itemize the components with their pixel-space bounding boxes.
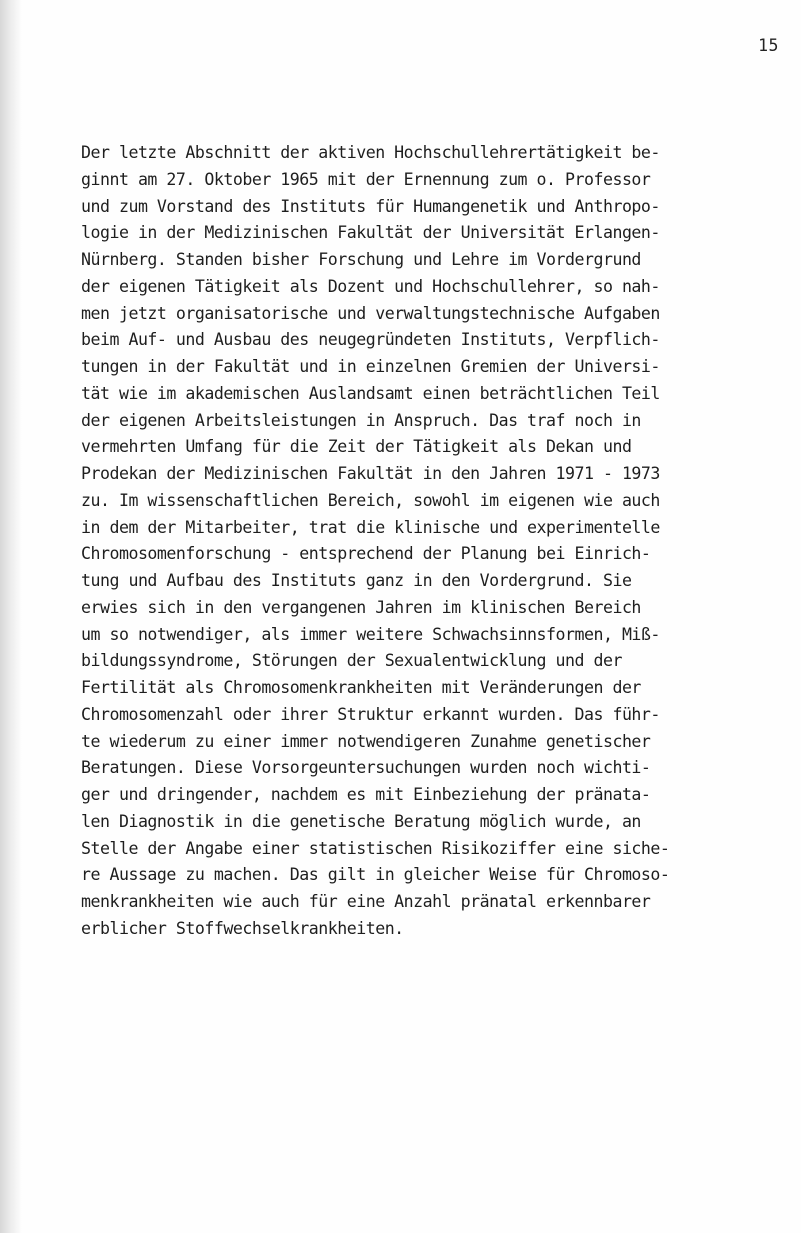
paragraph-line: erwies sich in den vergangenen Jahren im klinischen Bereich bbox=[81, 597, 641, 617]
paragraph-line: der eigenen Tätigkeit als Dozent und Hochschullehrer, so nah- bbox=[81, 276, 660, 296]
paragraph-line: Beratungen. Diese Vorsorgeuntersuchungen wurden noch wichti- bbox=[81, 758, 651, 778]
paragraph-line: ger und dringender, nachdem es mit Einbeziehung der pränata- bbox=[81, 785, 651, 804]
paragraph-line: logie in der Medizinischen Fakultät der Universität Erlangen- bbox=[81, 223, 660, 243]
page-number: 15 bbox=[758, 36, 779, 55]
paragraph-line: beim Auf- und Ausbau des neugegründeten Instituts, Verpflich- bbox=[81, 330, 660, 350]
paragraph-line: Stelle der Angabe einer statistischen Risikoziffer eine siche- bbox=[81, 838, 670, 858]
paragraph-line: Chromosomenforschung - entsprechend der Planung bei Einrich- bbox=[81, 544, 651, 564]
paragraph-line: te wiederum zu einer immer notwendigeren Zunahme genetischer bbox=[81, 731, 651, 751]
paragraph-line: tung und Aufbau des Instituts ganz in den Vordergrund. Sie bbox=[81, 571, 632, 590]
paragraph-line: bildungssyndrome, Störungen der Sexualentwicklung und der bbox=[81, 651, 622, 671]
paragraph-line: in dem der Mitarbeiter, trat die klinische und experimentelle bbox=[81, 517, 660, 537]
paragraph-line: Chromosomenzahl oder ihrer Struktur erkannt wurden. Das führ- bbox=[81, 704, 660, 724]
paragraph-line: Fertilität als Chromosomenkrankheiten mit Veränderungen der bbox=[81, 678, 641, 697]
paragraph-line: Prodekan der Medizinischen Fakultät in den Jahren 1971 - 1973 bbox=[81, 464, 660, 483]
paragraph-line: re Aussage zu machen. Das gilt in gleicher Weise für Chromoso- bbox=[81, 865, 670, 885]
body-paragraph bbox=[81, 140, 669, 943]
paragraph-line: ginnt am 27. Oktober 1965 mit der Ernennung zum o. Professor bbox=[81, 169, 651, 189]
binding-shadow bbox=[0, 0, 22, 1233]
paragraph-line: Der letzte Abschnitt der aktiven Hochschullehrertätigkeit be- bbox=[81, 143, 660, 162]
paragraph-line: tungen in der Fakultät und in einzelnen Gremien der Universi- bbox=[81, 357, 660, 376]
paragraph-line: men jetzt organisatorische und verwaltungstechnische Aufgaben bbox=[81, 303, 660, 323]
paragraph-line: tät wie im akademischen Auslandsamt einen beträchtlichen Teil bbox=[81, 383, 660, 403]
paragraph-line: vermehrten Umfang für die Zeit der Tätigkeit als Dekan und bbox=[81, 437, 632, 457]
paragraph-line: len Diagnostik in die genetische Beratung möglich wurde, an bbox=[81, 811, 641, 831]
paragraph-line: Nürnberg. Standen bisher Forschung und Lehre im Vordergrund bbox=[81, 250, 641, 269]
paragraph-line: erblicher Stoffwechselkrankheiten. bbox=[81, 918, 404, 938]
paragraph-line: um so notwendiger, als immer weitere Schwachsinnsformen, Miß- bbox=[81, 624, 660, 644]
paragraph-line: und zum Vorstand des Instituts für Humangenetik und Anthropo- bbox=[81, 196, 660, 216]
paragraph-line: menkrankheiten wie auch für eine Anzahl pränatal erkennbarer bbox=[81, 892, 651, 911]
paragraph-line: zu. Im wissenschaftlichen Bereich, sowohl im eigenen wie auch bbox=[81, 490, 660, 510]
paragraph-line: der eigenen Arbeitsleistungen in Anspruch. Das traf noch in bbox=[81, 410, 641, 430]
